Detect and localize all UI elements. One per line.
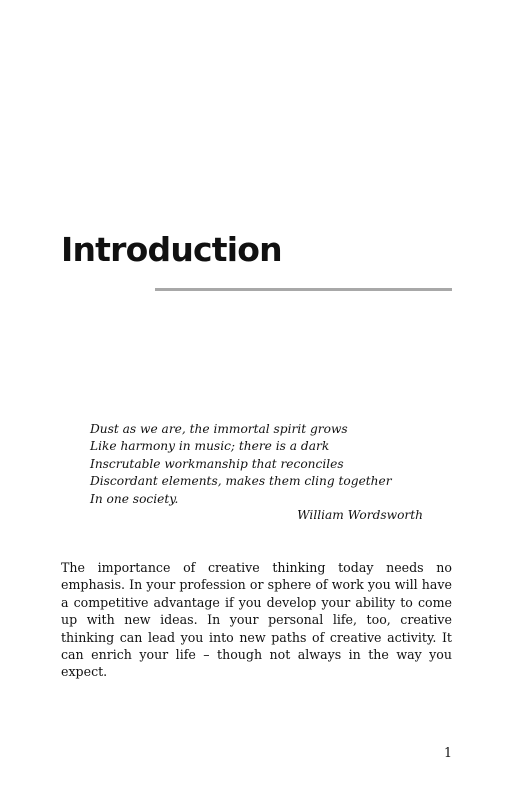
epigraph-attribution: William Wordsworth [297,508,423,522]
epigraph-line: In one society. [90,491,179,506]
page-number: 1 [443,745,452,760]
title-underline-rule [155,288,452,291]
epigraph-line: Like harmony in music; there is a dark [90,439,330,454]
epigraph-line: Inscrutable workmanship that reconciles [90,456,344,471]
epigraph-line: Discordant elements, makes them cling together [90,474,392,489]
epigraph-line: Dust as we are, the immortal spirit grows [90,422,348,436]
chapter-title: Introduction [61,230,282,269]
epigraph-quote [90,421,430,508]
body-paragraph: The importance of creative thinking today needs no emphasis. In your profession or sphere of work you will have a competitive advantage if you develop your ability to come up with new ideas. In your personal life, too, creative thinking can lead you into new paths of creative activity. It can enrich your life – though not always in the way you expect. [61,560,452,680]
